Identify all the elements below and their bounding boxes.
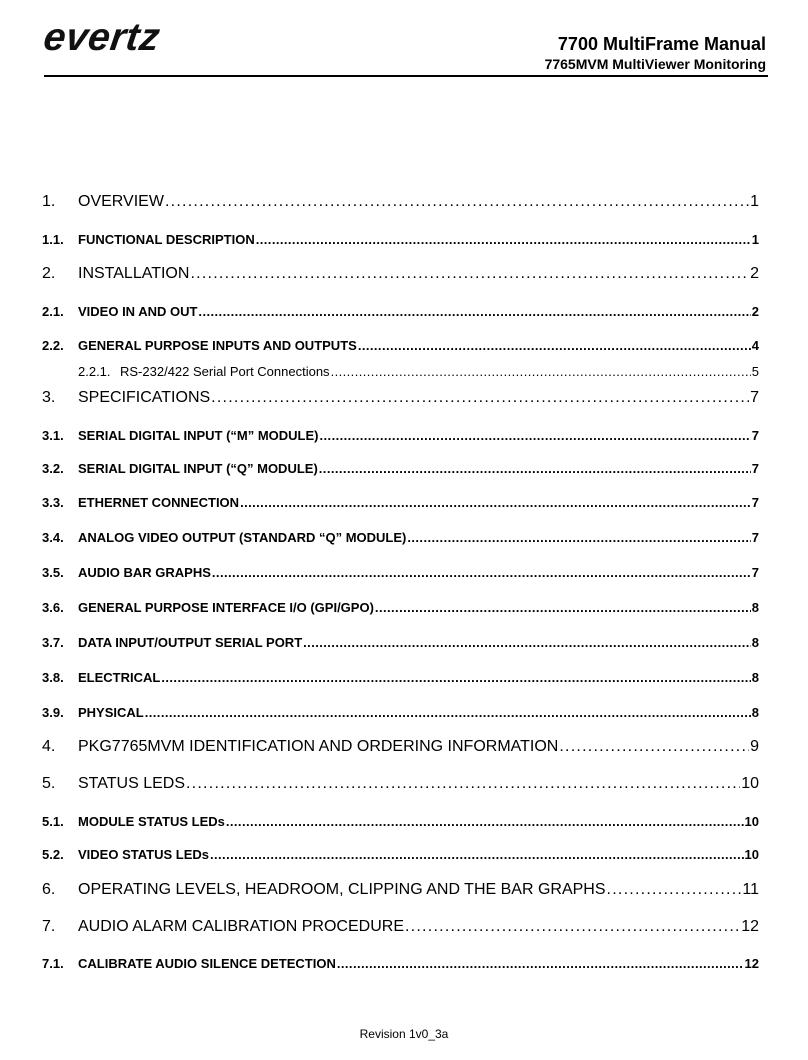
toc-entry-1-1[interactable] (42, 232, 759, 247)
toc-entry-5-1[interactable] (42, 814, 759, 829)
toc-leader (145, 705, 751, 720)
toc-entry-7-1[interactable] (42, 956, 759, 971)
toc-page: 12 (741, 918, 759, 935)
toc-page: 7 (750, 389, 759, 406)
toc-entry-2-2-1[interactable] (42, 364, 759, 379)
toc-title: VIDEO IN AND OUT (78, 304, 198, 319)
toc-page: 7 (751, 530, 759, 545)
toc-entry-3-3[interactable] (42, 495, 759, 510)
toc-leader (226, 814, 744, 829)
evertz-logo: evertz (40, 16, 163, 59)
toc-number: 6. (42, 881, 56, 898)
toc-title: SPECIFICATIONS (78, 389, 211, 406)
toc-page: 7 (751, 565, 759, 580)
toc-number: 3.2. (42, 461, 64, 476)
toc-page: 1 (751, 232, 759, 247)
toc-page: 10 (741, 775, 759, 792)
toc-leader (210, 847, 744, 862)
toc-number: 3.4. (42, 530, 64, 545)
toc-title: STATUS LEDS (78, 775, 185, 792)
toc-page: 2 (750, 265, 759, 282)
toc-title: VIDEO STATUS LEDs (78, 847, 209, 862)
toc-number: 3.1. (42, 428, 64, 443)
toc-entry-4[interactable] (42, 738, 759, 756)
toc-number: 3.6. (42, 600, 64, 615)
toc-entry-3-4[interactable] (42, 530, 759, 545)
toc-leader (212, 565, 751, 580)
toc-leader (303, 635, 751, 650)
toc-leader (375, 600, 751, 615)
toc-entry-1[interactable] (42, 193, 759, 211)
toc-entry-3-1[interactable] (42, 428, 759, 443)
toc-page: 11 (742, 881, 759, 898)
toc-title: PKG7765MVM IDENTIFICATION AND ORDERING INFORMATION (78, 738, 559, 755)
toc-entry-3[interactable] (42, 389, 759, 407)
toc-leader (165, 193, 749, 211)
toc-leader (331, 364, 751, 379)
toc-entry-5-2[interactable] (42, 847, 759, 862)
toc-number: 2.2. (42, 338, 64, 353)
toc-title: FUNCTIONAL DESCRIPTION (78, 232, 255, 247)
toc-title: INSTALLATION (78, 265, 190, 282)
toc-page: 7 (751, 495, 759, 510)
toc-entry-7[interactable] (42, 918, 759, 936)
toc-title: OPERATING LEVELS, HEADROOM, CLIPPING AND THE BAR GRAPHS (78, 881, 606, 898)
toc-number: 3.5. (42, 565, 64, 580)
toc-entry-3-9[interactable] (42, 705, 759, 720)
toc-title: AUDIO BAR GRAPHS (78, 565, 211, 580)
toc-entry-2[interactable] (42, 265, 759, 283)
toc-leader (320, 428, 751, 443)
toc-number: 1.1. (42, 232, 64, 247)
toc-title: GENERAL PURPOSE INPUTS AND OUTPUTS (78, 338, 357, 353)
toc-page: 10 (744, 814, 759, 829)
toc-page: 1 (750, 193, 759, 210)
toc-entry-6[interactable] (42, 881, 759, 899)
toc-title: CALIBRATE AUDIO SILENCE DETECTION (78, 956, 336, 971)
toc-title: RS-232/422 Serial Port Connections (120, 364, 330, 379)
toc-page: 2 (751, 304, 759, 319)
toc-page: 8 (751, 600, 759, 615)
toc-leader (198, 304, 750, 319)
toc-entry-3-7[interactable] (42, 635, 759, 650)
toc-title: AUDIO ALARM CALIBRATION PROCEDURE (78, 918, 404, 935)
toc-page: 12 (744, 956, 759, 971)
toc-leader (337, 956, 744, 971)
toc-number: 5. (42, 775, 56, 792)
toc-title: OVERVIEW (78, 193, 164, 210)
toc-leader (256, 232, 751, 247)
toc-number: 1. (42, 193, 56, 210)
toc-title: DATA INPUT/OUTPUT SERIAL PORT (78, 635, 303, 650)
toc-leader (607, 881, 742, 899)
toc-leader (559, 738, 749, 756)
toc-leader (319, 461, 751, 476)
toc-number: 3.9. (42, 705, 64, 720)
toc-number: 7.1. (42, 956, 64, 971)
revision-footer: Revision 1v0_3a (359, 1027, 449, 1041)
toc-title: ANALOG VIDEO OUTPUT (STANDARD “Q” MODULE) (78, 530, 407, 545)
toc-number: 2.2.1. (78, 364, 111, 379)
toc-entry-2-2[interactable] (42, 338, 759, 353)
toc-number: 3.3. (42, 495, 64, 510)
manual-subtitle: 7765MVM MultiViewer Monitoring (544, 56, 766, 72)
toc-title: PHYSICAL (78, 705, 144, 720)
toc-number: 2. (42, 265, 56, 282)
toc-page: 8 (751, 705, 759, 720)
toc-title: SERIAL DIGITAL INPUT (“M” MODULE) (78, 428, 319, 443)
toc-leader (407, 530, 750, 545)
toc-number: 7. (42, 918, 56, 935)
toc-number: 3. (42, 389, 56, 406)
toc-entry-3-8[interactable] (42, 670, 759, 685)
toc-number: 3.7. (42, 635, 64, 650)
toc-leader (190, 265, 749, 283)
toc-page: 7 (751, 461, 759, 476)
toc-number: 4. (42, 738, 56, 755)
toc-entry-3-2[interactable] (42, 461, 759, 476)
toc-number: 2.1. (42, 304, 64, 319)
toc-leader (405, 918, 740, 936)
toc-page: 10 (744, 847, 759, 862)
manual-title: 7700 MultiFrame Manual (557, 34, 766, 54)
toc-number: 5.2. (42, 847, 64, 862)
toc-number: 3.8. (42, 670, 64, 685)
toc-page: 9 (750, 738, 759, 755)
toc-leader (358, 338, 751, 353)
toc-entry-5[interactable] (42, 775, 759, 793)
toc-title: MODULE STATUS LEDs (78, 814, 225, 829)
toc-entry-3-5[interactable] (42, 565, 759, 580)
toc-title: ETHERNET CONNECTION (78, 495, 240, 510)
toc-page: 8 (751, 670, 759, 685)
toc-page: 8 (751, 635, 759, 650)
toc-leader (240, 495, 751, 510)
toc-page: 4 (751, 338, 759, 353)
toc-title: SERIAL DIGITAL INPUT (“Q” MODULE) (78, 461, 318, 476)
toc-entry-2-1[interactable] (42, 304, 759, 319)
toc-title: GENERAL PURPOSE INTERFACE I/O (GPI/GPO) (78, 600, 374, 615)
toc-leader (211, 389, 749, 407)
toc-title: ELECTRICAL (78, 670, 161, 685)
toc-leader (161, 670, 750, 685)
toc-leader (186, 775, 740, 793)
toc-page: 7 (751, 428, 759, 443)
toc-entry-3-6[interactable] (42, 600, 759, 615)
header-divider (44, 75, 768, 77)
toc-page: 5 (751, 364, 759, 379)
toc-number: 5.1. (42, 814, 64, 829)
